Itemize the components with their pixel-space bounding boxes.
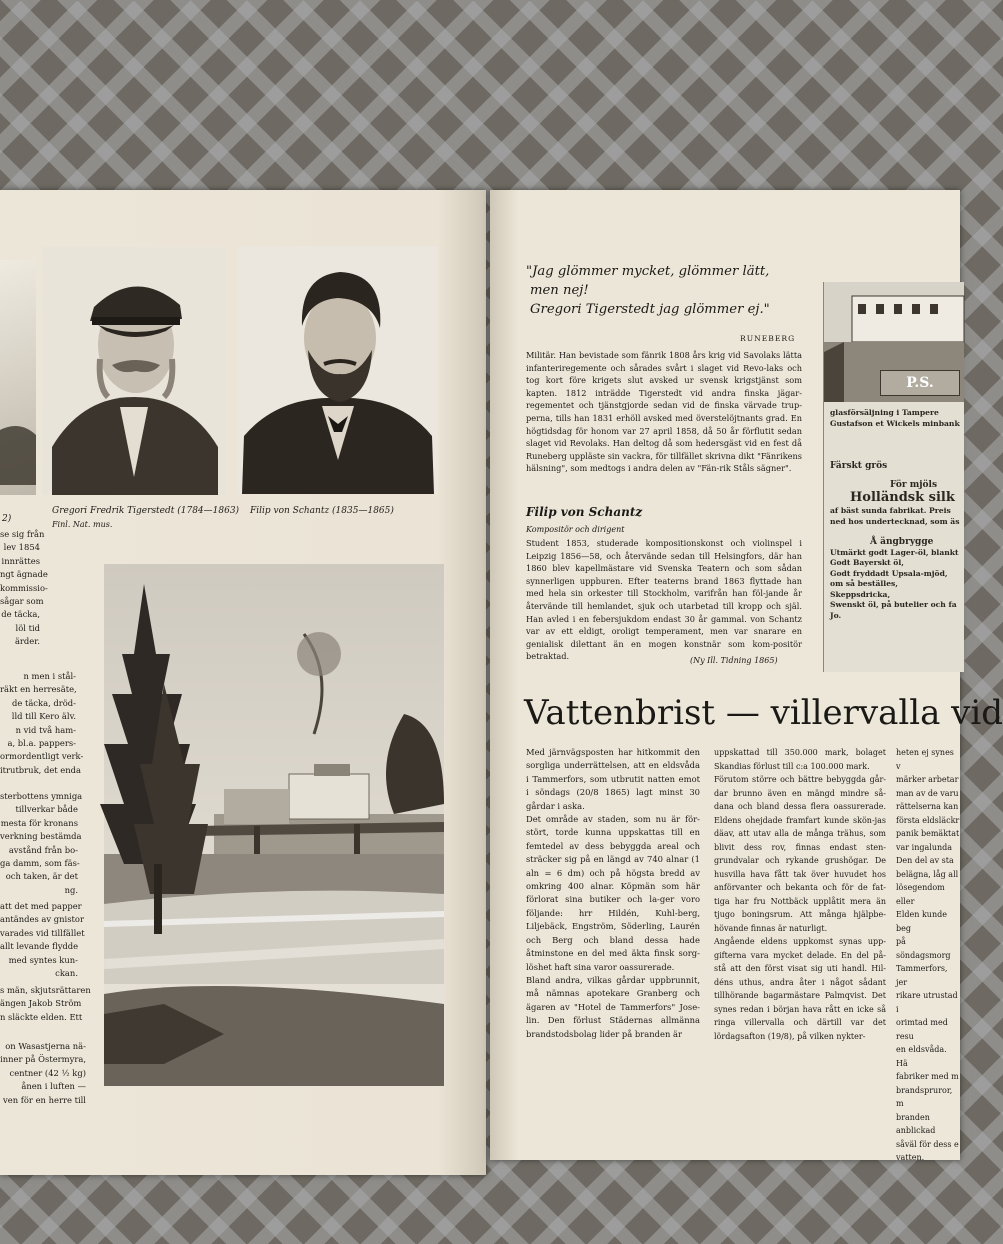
- fragment-line: n men i stål-: [23, 671, 76, 681]
- fragment-line: att det med papper: [0, 901, 82, 911]
- portrait-tigerstedt-drawing: [42, 247, 226, 495]
- fragment-line: löl tid: [15, 622, 40, 633]
- fragment-line: ånen i luften —: [21, 1081, 86, 1092]
- fragment-line: de täcka,: [1, 609, 40, 620]
- left-column-fragments-mid: [0, 670, 84, 777]
- ad-line: Holländsk silk: [850, 490, 955, 505]
- fragment-line: lld till Kero älv.: [11, 711, 76, 722]
- ad-line: Godt fryddadt Upsala-mjöd,: [830, 568, 948, 578]
- fragment-line: innrättes: [1, 555, 40, 566]
- ad-line: Jo.: [830, 610, 842, 620]
- fragment-line: antändes av gnistor: [0, 914, 84, 925]
- portrait-von-schantz: [238, 246, 438, 494]
- ad-text-block: [830, 408, 964, 621]
- fragment-line: itrutbruk, det enda: [0, 764, 82, 775]
- fragment-line: med syntes kun-: [8, 954, 78, 965]
- quote-line: Gregori Tigerstedt jag glömmer ej.": [530, 302, 770, 317]
- fragment-line: ckan.: [55, 968, 78, 979]
- fragment-line: ga damm, som fäs-: [0, 858, 80, 869]
- ad-line: Färskt grös: [830, 461, 888, 471]
- tigerstedt-bio-text: Militär. Han bevistade som fänrik 1808 års krig vid Savolaks lätta infanteriregemente och sårades svårt i slaget vid Revo-laks och tog kort före krigets slut avsked ur svensk krigstjänst som kapten. 1812 inträdde Tigerstedt vid andra finska jägar-regementet och tjänstgjorde sedan vid de finska värvade trup-perna, tills han 1831 erhöll avsked med överstelöjtnants grad. En högtidsdag för honom var 27 april 1858, då 50 år förflutit sedan slaget vid Revolaks. Han deltog då som hedersgäst vid en fest då Runeberg uppläste sin vackra, för tillfället skrivna dikt "Fänrikens hälsning", som medtogs i andra delen av "Fän-rik Ståls sägner".: [526, 350, 802, 474]
- fragment-line: avstånd från bo-: [8, 844, 78, 855]
- partial-caption: 2): [2, 514, 12, 524]
- left-column-fragments-low: [0, 790, 83, 897]
- runeberg-quote: [526, 262, 796, 319]
- right-page: [490, 190, 1003, 1162]
- fragment-line: s män, skjutsrättaren: [0, 985, 91, 995]
- fragment-line: och taken, är det: [5, 871, 78, 882]
- ad-line: Skeppsdricka,: [830, 589, 891, 599]
- fragment-line: sågar som: [0, 596, 44, 607]
- fragment-line: on Wasastjerna nä-: [5, 1041, 86, 1051]
- left-column-fragments-low2: [0, 900, 85, 980]
- ad-line: För mjöls: [890, 479, 938, 490]
- left-column-fragments-bottom: [0, 1040, 86, 1107]
- schantz-bio: [526, 537, 802, 663]
- fragment-line: varades vid tillfället: [0, 927, 85, 938]
- fragment-line: a, bl.a. pappers-: [7, 738, 76, 749]
- fragment-line: n vid två ham-: [15, 724, 76, 735]
- fragment-line: ormordentligt verk-: [0, 751, 84, 762]
- fragment-line: centner (42 ½ kg): [9, 1067, 86, 1078]
- fragment-line: ngt ägnade: [0, 569, 48, 580]
- left-column-fragments-low3: [0, 984, 91, 1024]
- schantz-heading: Filip von Schantz: [526, 505, 643, 519]
- portrait-von-schantz-drawing: [238, 246, 438, 494]
- fragment-line: de täcka, dröd-: [11, 697, 76, 708]
- caption-von-schantz: Filip von Schantz (1835—1865): [250, 506, 394, 516]
- fragment-line: sterbottens ymniga: [0, 791, 83, 801]
- schantz-subtitle: Kompositör och dirigent: [526, 525, 625, 534]
- ad-line: glasförsäljning i Tampere: [830, 408, 939, 417]
- quote-line: "Jag glömmer mycket, glömmer lätt,: [526, 264, 770, 279]
- newspaper-ad: [823, 282, 964, 672]
- credit-tigerstedt: Finl. Nat. mus.: [52, 520, 113, 529]
- ad-line: Gustafson et Wickels minbank: [830, 418, 960, 428]
- schantz-bio-text: Student 1853, studerade kompositionskonst och violinspel i Leipzig 1856—58, och återvände sedan till Helsingfors, där han 1860 blev kapellmästare vid Svenska Teatern och som sådan synnerligen uppburen. Efter teaterns brand 1863 flyttade han med hela sin orkester till Stockholm, varifrån han föl-jande år återvände till hemlandet, sjuk och utarbetad till kropp och själ. Han avled i en febersjukdom endast 30 år gammal. von Schantz var av ett eldigt, oroligt temperament, men var snarare en genialisk dilettant än en mogen konstnär som kom-positör betraktad.: [526, 538, 802, 662]
- fragment-line: verkning bestämda: [0, 831, 82, 842]
- ad-line: af bäst sunda fabrikat. Preis: [830, 506, 951, 515]
- fragment-line: kommissio-: [0, 582, 48, 593]
- fragment-line: allt levande flydde: [0, 941, 79, 952]
- quote-attribution: RUNEBERG: [740, 334, 796, 343]
- left-page: [0, 190, 486, 1175]
- fragment-line: ärder.: [14, 636, 40, 647]
- fragment-line: inner på Östermyra,: [0, 1054, 86, 1065]
- fragment-line: ng.: [64, 884, 78, 895]
- fragment-line: ängen Jakob Ström: [0, 998, 82, 1009]
- ad-ps-sign: P.S.: [880, 370, 960, 396]
- partial-portrait: [0, 260, 36, 495]
- fragment-line: lev 1854: [3, 542, 40, 553]
- fragment-line: ven för en herre till: [3, 1094, 86, 1105]
- left-column-fragments-top: [0, 528, 48, 649]
- fragment-line: se sig från: [0, 529, 45, 539]
- tigerstedt-bio: [526, 349, 802, 475]
- article-headline: Vattenbrist — villervalla vid: [524, 693, 1003, 733]
- ad-line: Godt Bayerskt öl,: [830, 558, 904, 567]
- ad-line: Å ängbrygge: [870, 537, 934, 547]
- article-column-1: Med järnvägsposten har hitkommit den sorgliga underrättelsen, att en eldsvåda i Tammerfors, som utbrutit natten emot i söndags (20/8 1865) lagt minst 30 gårdar i aska. Det område av staden, som nu är för-stört, torde kunna uppskattas till en femtedel av dess bebyggda areal och sträcker sig på en längd av 740 alnar (1 aln = 6 dm) och på högsta bredd av omkring 400 alnar. Köpmän som här förlorat sina butiker och la-ger voro följande: hrr Hildén, Kuhl-berg, Liljebäck, Engström, Söderling, Laurén och Berg och bland dessa hade åtminstone en del med äkta finsk sorg-löshet haft sina varor oassurerade. Bland andra, vilkas gårdar uppbrunnit, må nämnas apotekare Granberg och ägaren av "Hotel de Tammerfors" Jose-lin. Den förlust Städernas allmänna brandstodsbolag lider på branden är: [526, 747, 700, 1039]
- tammerfors-engraving: [104, 564, 444, 1086]
- tammerfors-engraving-drawing: [104, 564, 444, 1086]
- ad-line: Utmärkt godt Lager-öl, blankt: [830, 547, 959, 557]
- ad-line: ned hos undertecknad, som äs: [830, 516, 960, 526]
- fragment-line: mesta för kronans: [0, 817, 78, 828]
- ad-line: om så beställes,: [830, 579, 898, 588]
- article-column-2: uppskattad till 350.000 mark, bolaget Skandias förlust till c:a 100.000 mark. Förutom större och bättre bebyggda går-dar brunno även en mängd mindre så-dana och bland dessa flera oassurerade. Eldens ohejdade framfart kunde skön-jas däav, att utav alla de många trähus, som blivit dess rov, finnas endast sten-grundvalar och rykande grushögar. De husvilla hava fått tak över huvudet hos anförvanter och bekanta och för de fat-tiga har fru Nottbäck upplåtit mera än tjugo boningsrum. Att många hjälpbe-hövande finnas är naturligt. Angående eldens uppkomst synas upp-gifterna vara mycket delade. En del på-stå att den först visat sig uti handl. Hil-déns uthus, andra åter i något sådant tillhörande bagarmästare Palmqvist. Det synes redan i början hava rått en icke så ringa villervalla och därtill var det lördagsafton (19/8), på vilken nykter-: [714, 748, 886, 1041]
- quote-line: men nej!: [530, 283, 589, 298]
- schantz-source: (Ny Ill. Tidning 1865): [690, 656, 778, 665]
- fragment-line: n släckte elden. Ett: [0, 1011, 83, 1022]
- article-column-3: heten ej synes v märker arbetar man av de varu rättelserna kan första eldsläckr panik bemäktat var ingalunda Den del av sta belägna, låg all lösegendom eller Elden kunde beg på söndagsmorg Tammerfors, jer rikare utrustad i orimtad med resu en eldsvåda. Hä fabriker med m brandspruror, m branden anblickad såväl för dess e vatten.: [896, 748, 960, 1162]
- caption-tigerstedt: Gregori Fredrik Tigerstedt (1784—1863): [52, 506, 240, 516]
- fragment-line: tillverkar både: [15, 804, 78, 815]
- ad-line: Swenskt öl, på butelier och fa: [830, 600, 957, 609]
- fragment-line: räkt en herresäte,: [0, 684, 77, 695]
- portrait-tigerstedt: [42, 247, 226, 495]
